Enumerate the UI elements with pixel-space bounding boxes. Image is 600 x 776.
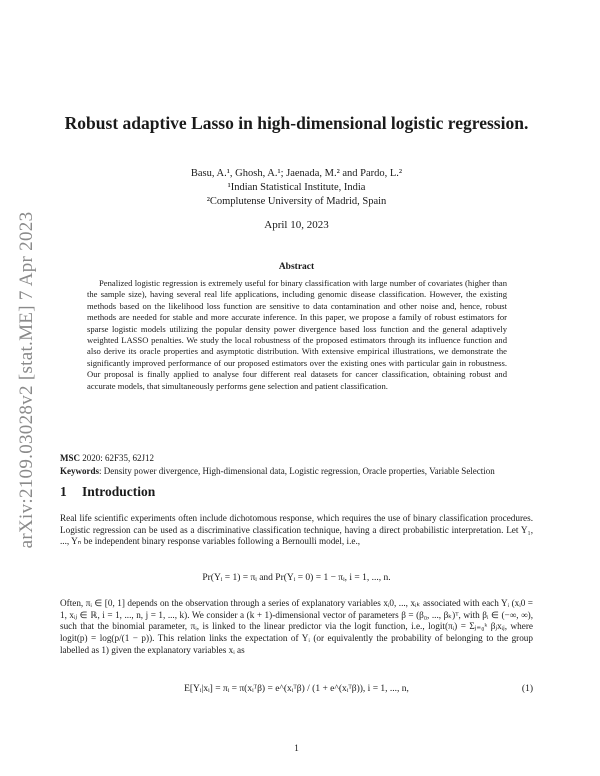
affiliation-1: ¹Indian Statistical Institute, India xyxy=(227,182,366,193)
section-heading xyxy=(60,484,155,500)
author-block xyxy=(60,167,533,209)
keywords-text: : Density power divergence, High-dimensional data, Logistic regression, Oracle properties, Variable Selection xyxy=(99,466,495,476)
author-list: Basu, A.¹, Ghosh, A.¹; Jaenada, M.² and Pardo, L.² xyxy=(190,168,403,179)
paper-title: Robust adaptive Lasso in high-dimensional logistic regression. xyxy=(64,113,529,133)
msc-codes: 2020: 62F35, 62J12 xyxy=(80,453,155,463)
section-number: 1 xyxy=(60,484,67,499)
equation-1 xyxy=(60,684,533,694)
keywords-label: Keywords xyxy=(60,466,99,476)
section-title: Introduction xyxy=(82,484,156,499)
arxiv-sidebar-stamp xyxy=(12,200,42,560)
equation-1-number: (1) xyxy=(521,684,533,694)
page-number: 1 xyxy=(294,744,299,754)
keywords-line xyxy=(60,466,533,478)
msc-line xyxy=(60,453,533,463)
arxiv-identifier: arXiv:2109.03028v2 [stat.ME] 7 Apr 2023 xyxy=(16,211,37,549)
equation-bernoulli: Pr(Yᵢ = 1) = πᵢ and Pr(Yᵢ = 0) = 1 − πᵢ, i = 1, ..., n. xyxy=(202,573,391,583)
abstract-heading: Abstract xyxy=(278,262,315,272)
abstract-text: Penalized logistic regression is extremely useful for binary classification with large number of covariates (higher than the sample size), having several real life applications, including genomic disease classification. However, the existing methods based on the likelihood loss function are sensitive to data contamination and other noise and, hence, robust methods are needed for stable and more accurate inference. In this paper, we propose a family of robust estimators for sparse logistic models utilizing the popular density power divergence based loss function and the general adaptively weighted LASSO penalties. We study the local robustness of the proposed estimators through its influence function and also derive its oracle properties and asymptotic distribution. With extensive empirical illustrations, we demonstrate the significantly improved performance of our proposed estimators over the existing ones with particular gain in robustness. Our proposal is finally applied to analyse four different real datasets for cancer classification, obtaining robust and accurate models, that simultaneously performs gene selection and patient classification. xyxy=(87,278,507,391)
intro-paragraph-2: Often, πᵢ ∈ [0, 1] depends on the observation through a series of explanatory variables xᵢ0, ..., xᵢₖ associated with each Yᵢ (xᵢ0 = 1, xᵢⱼ ∈ ℝ, i = 1, ..., n, j = 1, ..., k). We consider a (k + 1)-dimensional vector of parameters β = (β₀, ..., βₖ)ᵀ, with βᵢ ∈ (−∞, ∞), such that the binomial parameter, πᵢ, is linked to the linear predictor via the logit function, i.e., logit(πᵢ) = Σⱼ₌₀ᵏ βⱼxᵢⱼ, where logit(p) = log(p/(1 − p)). This relation links the expectation of Yᵢ (or equivalently the probability of belonging to the group labelled as 1) given the explanatory variables xᵢ as xyxy=(60,598,533,655)
equation-1-body: E[Yᵢ|xᵢ] = πᵢ = π(xᵢᵀβ) = e^(xᵢᵀβ) / (1 + e^(xᵢᵀβ)), i = 1, ..., n, xyxy=(184,684,409,694)
affiliation-2: ²Complutense University of Madrid, Spain xyxy=(206,196,387,207)
msc-label: MSC xyxy=(60,453,80,463)
paper-date: April 10, 2023 xyxy=(264,219,329,231)
intro-paragraph-1: Real life scientific experiments often include dichotomous response, which requires the use of binary classification procedures. Logistic regression can be used as a discriminative classification technique, having a direct probabilistic interpretation. Let Y₁, ..., Yₙ be independent binary response variables following a Bernoulli model, i.e., xyxy=(60,513,533,547)
